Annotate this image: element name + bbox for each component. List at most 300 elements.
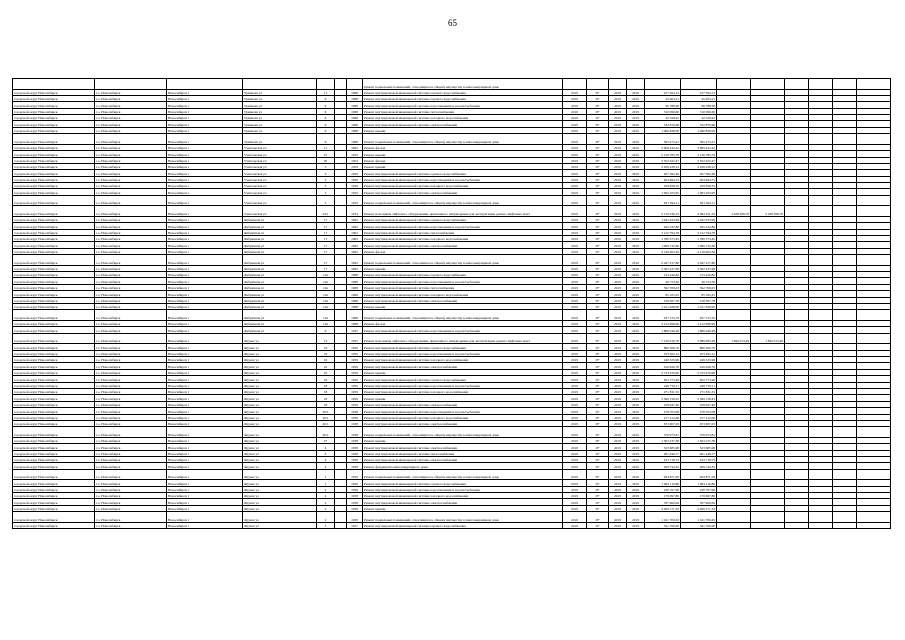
empty-cell [809, 79, 833, 90]
plan-year-cell: 2019 [563, 382, 587, 388]
work-type-cell: Ремонт внутридомовой инженерной системы электроснабжения [363, 456, 563, 462]
stage-cell: II* [587, 183, 609, 189]
city-cell: Новосибирск г [167, 456, 243, 462]
municipality-cell: городской округ Новосибирск [13, 395, 95, 401]
municipality-cell: городской округ Новосибирск [13, 236, 95, 242]
district-cell: г.о. Новосибирск [95, 333, 167, 344]
municipality-cell: городской округ Новосибирск [13, 499, 95, 505]
cost-cell: 613 718,73 [645, 456, 681, 462]
total-cell: 924 871,09 [681, 469, 717, 480]
plan-year-cell: 2019 [563, 255, 587, 266]
total-cell: 4 692 011,34 [681, 206, 717, 217]
stage-cell: II* [587, 512, 609, 523]
table-row [13, 79, 891, 90]
plan-year-cell: 2019 [563, 297, 587, 303]
end-year-cell: 2019 [627, 272, 645, 278]
district-cell: г.о. Новосибирск [95, 134, 167, 145]
work-type-cell: Ремонт крыши [363, 163, 563, 169]
district-cell: г.о. Новосибирск [95, 176, 167, 182]
cost-cell: 277 412,06 [645, 414, 681, 420]
street-cell: Фрунзе ул [243, 369, 317, 375]
municipality-cell: городской округ Новосибирск [13, 512, 95, 523]
fund-cell [717, 522, 751, 528]
district-cell: г.о. Новосибирск [95, 108, 167, 114]
stage-cell: II* [587, 236, 609, 242]
end-year-cell: 2019 [627, 115, 645, 121]
city-cell: Новосибирск г [167, 469, 243, 480]
year-built-cell: 1962 [347, 216, 363, 222]
municipality-cell: городской округ Новосибирск [13, 151, 95, 157]
work-type-cell: Ремонт внутридомовой инженерной системы водоотведения и водопотребления [363, 350, 563, 356]
grant-cell [751, 522, 785, 528]
plan-year-cell [563, 79, 587, 90]
year-built-cell: 1959 [347, 401, 363, 407]
total-cell: 523 685,98 [681, 444, 717, 450]
grant-cell [751, 195, 785, 206]
city-cell: Новосибирск г [167, 499, 243, 505]
house-number-cell: 6 [317, 102, 335, 108]
table-row [13, 206, 891, 217]
end-year-cell: 2019 [627, 176, 645, 182]
start-year-cell: 2019 [609, 450, 627, 456]
fund-cell: 2 428 308,79 [717, 206, 751, 217]
municipality-cell: городской округ Новосибирск [13, 310, 95, 321]
municipality-cell: городской округ Новосибирск [13, 297, 95, 303]
district-cell: г.о. Новосибирск [95, 450, 167, 456]
building-cell [335, 206, 347, 217]
end-year-cell: 2019 [627, 463, 645, 469]
table-row [13, 333, 891, 344]
start-year-cell: 2019 [609, 310, 627, 321]
year-built-cell: 1962 [347, 144, 363, 150]
municipality-cell: городской округ Новосибирск [13, 223, 95, 229]
house-number-cell: 4 [317, 463, 335, 469]
table-row [13, 469, 891, 480]
work-type-cell: Ремонт крыши [363, 265, 563, 271]
house-number-cell: 4 [317, 444, 335, 450]
plan-year-cell: 2019 [563, 395, 587, 401]
end-year-cell: 2019 [627, 480, 645, 486]
total-cell: 4 136 903,36 [681, 248, 717, 254]
street-cell: Фрунзе ул [243, 505, 317, 511]
year-built-cell: 1938 [347, 414, 363, 420]
municipality-cell: городской округ Новосибирск [13, 493, 95, 499]
municipality-cell: городской округ Новосибирск [13, 401, 95, 407]
house-number-cell: 20 [317, 157, 335, 163]
city-cell: Новосибирск г [167, 357, 243, 363]
year-built-cell: 1968 [347, 127, 363, 133]
plan-year-cell: 2019 [563, 304, 587, 310]
house-number-cell: 11 [317, 89, 335, 95]
plan-year-cell: 2019 [563, 102, 587, 108]
municipality-cell: городской округ Новосибирск [13, 437, 95, 443]
city-cell: Новосибирск г [167, 278, 243, 284]
work-type-cell: Ремонт подвальных помещений, относящихся к общему имуществу в многоквартирном доме [363, 310, 563, 321]
district-cell [95, 79, 167, 90]
empty-cell [857, 427, 891, 438]
district-cell: г.о. Новосибирск [95, 344, 167, 350]
street-cell: Фрунзе ул [243, 395, 317, 401]
total-cell: 2 130 785,79 [681, 151, 717, 157]
municipality-cell: городской округ Новосибирск [13, 505, 95, 511]
municipality-cell: городской округ Новосибирск [13, 450, 95, 456]
empty-cell [785, 79, 809, 90]
stage-cell: II* [587, 248, 609, 254]
city-cell: Новосибирск г [167, 121, 243, 127]
total-cell [681, 79, 717, 90]
city-cell: Новосибирск г [167, 420, 243, 426]
street-cell: Урманова ул [243, 89, 317, 95]
year-built-cell: 1955 [347, 333, 363, 344]
city-cell: Новосибирск г [167, 382, 243, 388]
empty-cell [785, 522, 809, 528]
municipality-cell: городской округ Новосибирск [13, 369, 95, 375]
city-cell: Новосибирск г [167, 216, 243, 222]
city-cell: Новосибирск г [167, 157, 243, 163]
cost-cell: 3 352 025,47 [645, 157, 681, 163]
work-type-cell: Ремонт подвальных помещений, относящихся к общему имуществу в многоквартирном доме [363, 512, 563, 523]
street-cell: Учительская ул [243, 170, 317, 176]
city-cell: Новосибирск г [167, 408, 243, 414]
year-built-cell: 1938 [347, 427, 363, 438]
municipality-cell: городской округ Новосибирск [13, 291, 95, 297]
street-cell: Фрунзе ул [243, 450, 317, 456]
city-cell: Новосибирск г [167, 255, 243, 266]
plan-year-cell: 2019 [563, 163, 587, 169]
work-type-cell: Ремонт внутридомовой инженерной системы холодного водоснабжения [363, 183, 563, 189]
city-cell: Новосибирск г [167, 127, 243, 133]
street-cell: Урманова ул [243, 95, 317, 101]
start-year-cell: 2019 [609, 236, 627, 242]
house-number-cell: 16 [317, 357, 335, 363]
stage-cell: II* [587, 157, 609, 163]
municipality-cell: городской округ Новосибирск [13, 272, 95, 278]
district-cell: г.о. Новосибирск [95, 376, 167, 382]
street-cell: Фрунзе ул [243, 456, 317, 462]
municipality-cell: городской округ Новосибирск [13, 427, 95, 438]
total-cell: 4 209 171,32 [681, 505, 717, 511]
cost-cell: 42 528,42 [645, 115, 681, 121]
street-cell: Фрунзе ул [243, 357, 317, 363]
total-cell: 541 700,90 [681, 522, 717, 528]
city-cell: Новосибирск г [167, 463, 243, 469]
total-cell: 1 999 132,66 [681, 242, 717, 248]
plan-year-cell: 2019 [563, 151, 587, 157]
street-cell: Учительская ул [243, 183, 317, 189]
stage-cell: II* [587, 216, 609, 222]
year-built-cell: 1959 [347, 151, 363, 157]
municipality-cell: городской округ Новосибирск [13, 216, 95, 222]
empty-cell [857, 195, 891, 206]
end-year-cell: 2019 [627, 320, 645, 326]
work-type-cell: Ремонт внутридомовой инженерной системы электроснабжения [363, 363, 563, 369]
year-built-cell: 1959 [347, 363, 363, 369]
empty-cell [857, 79, 891, 90]
year-built-cell: 1968 [347, 134, 363, 145]
house-number-cell: 17 [317, 242, 335, 248]
total-cell: 45 903,21 [681, 95, 717, 101]
city-cell: Новосибирск г [167, 229, 243, 235]
municipality-cell: городской округ Новосибирск [13, 134, 95, 145]
cost-cell: 2 130 785,79 [645, 151, 681, 157]
street-cell: Фрунзе ул [243, 388, 317, 394]
building-cell [335, 310, 347, 321]
work-type-cell: Ремонт внутридомовой инженерной системы горячего водоснабжения [363, 522, 563, 528]
district-cell: г.о. Новосибирск [95, 320, 167, 326]
district-cell: г.о. Новосибирск [95, 157, 167, 163]
start-year-cell: 2019 [609, 108, 627, 114]
municipality-cell: городской округ Новосибирск [13, 189, 95, 195]
cost-cell: 1 161 709,63 [645, 512, 681, 523]
stage-cell: II* [587, 480, 609, 486]
district-cell: г.о. Новосибирск [95, 236, 167, 242]
house-number-cell: 17 [317, 265, 335, 271]
start-year-cell: 2019 [609, 437, 627, 443]
street-cell: Фрунзе ул [243, 469, 317, 480]
cost-cell: 917 564,13 [645, 89, 681, 95]
plan-year-cell: 2019 [563, 195, 587, 206]
total-cell: 179 697,80 [681, 493, 717, 499]
end-year-cell: 2019 [627, 248, 645, 254]
year-built-cell: 1968 [347, 115, 363, 121]
stage-cell: II* [587, 102, 609, 108]
year-built-cell: 1959 [347, 395, 363, 401]
district-cell: г.о. Новосибирск [95, 499, 167, 505]
cost-cell: 153 426,82 [645, 272, 681, 278]
district-cell: г.о. Новосибирск [95, 115, 167, 121]
city-cell: Новосибирск г [167, 284, 243, 290]
work-type-cell: Ремонт внутридомовой инженерной системы холодного водоснабжения [363, 493, 563, 499]
total-cell: 3 352 025,47 [681, 157, 717, 163]
start-year-cell: 2019 [609, 363, 627, 369]
end-year-cell: 2019 [627, 357, 645, 363]
work-type-cell: Ремонт или замена лифтового оборудования, признанного непригодным для эксплуатации, ремонт лифтовых шахт [363, 333, 563, 344]
district-cell: г.о. Новосибирск [95, 229, 167, 235]
start-year-cell: 2019 [609, 121, 627, 127]
end-year-cell: 2019 [627, 401, 645, 407]
house-number-cell [317, 79, 335, 90]
end-year-cell: 2019 [627, 333, 645, 344]
stage-cell: II* [587, 284, 609, 290]
stage-cell: II* [587, 327, 609, 333]
street-cell: Фабричная ул [243, 229, 317, 235]
street-cell: Фрунзе ул [243, 401, 317, 407]
stage-cell: II* [587, 170, 609, 176]
fund-cell: 1 842 013,49 [717, 333, 751, 344]
plan-year-cell: 2019 [563, 414, 587, 420]
total-cell: 1 041 933,99 [681, 216, 717, 222]
municipality-cell: городской округ Новосибирск [13, 176, 95, 182]
start-year-cell [609, 79, 627, 90]
house-number-cell: 6 [317, 134, 335, 145]
house-number-cell: 20/1 [317, 420, 335, 426]
total-cell: 1 866 046,48 [681, 327, 717, 333]
house-number-cell: 4 [317, 450, 335, 456]
year-built-cell: 1959 [347, 163, 363, 169]
start-year-cell: 2019 [609, 469, 627, 480]
cost-cell: 4 136 903,36 [645, 248, 681, 254]
cost-cell: 523 685,98 [645, 444, 681, 450]
district-cell: г.о. Новосибирск [95, 297, 167, 303]
district-cell: г.о. Новосибирск [95, 388, 167, 394]
municipality-cell: городской округ Новосибирск [13, 195, 95, 206]
district-cell: г.о. Новосибирск [95, 216, 167, 222]
district-cell: г.о. Новосибирск [95, 95, 167, 101]
year-built-cell: 1962 [347, 255, 363, 266]
stage-cell: II* [587, 499, 609, 505]
street-cell: Учительская ул [243, 189, 317, 195]
plan-year-cell: 2019 [563, 121, 587, 127]
city-cell: Новосибирск г [167, 102, 243, 108]
city-cell: Новосибирск г [167, 388, 243, 394]
work-type-cell: Ремонт подвальных помещений, относящихся к общему имуществу в многоквартирном доме [363, 195, 563, 206]
end-year-cell: 2019 [627, 144, 645, 150]
work-type-cell: Ремонт внутридомовой инженерной системы электроснабжения [363, 444, 563, 450]
stage-cell: II* [587, 505, 609, 511]
cost-cell: 271 831,55 [645, 388, 681, 394]
total-cell: 3 569 158,43 [681, 395, 717, 401]
stage-cell: II* [587, 95, 609, 101]
start-year-cell: 2019 [609, 242, 627, 248]
end-year-cell: 2019 [627, 183, 645, 189]
grant-cell [751, 79, 785, 90]
grant-cell: 1 842 013,49 [751, 333, 785, 344]
district-cell: г.о. Новосибирск [95, 456, 167, 462]
fund-cell [717, 79, 751, 90]
cost-cell: 924 871,09 [645, 469, 681, 480]
end-year-cell: 2019 [627, 223, 645, 229]
district-cell: г.о. Новосибирск [95, 248, 167, 254]
stage-cell: II* [587, 357, 609, 363]
street-cell: Фабричная ул [243, 291, 317, 297]
work-type-cell: Ремонт внутридомовой инженерной системы водоотведения и водопотребления [363, 102, 563, 108]
total-cell: 404 694,75 [681, 176, 717, 182]
district-cell: г.о. Новосибирск [95, 151, 167, 157]
municipality-cell: городской округ Новосибирск [13, 444, 95, 450]
house-number-cell: 17 [317, 229, 335, 235]
end-year-cell: 2019 [627, 512, 645, 523]
empty-cell [809, 427, 833, 438]
plan-year-cell: 2019 [563, 216, 587, 222]
street-cell: Фрунзе ул [243, 350, 317, 356]
empty-cell [833, 427, 857, 438]
municipality-cell: городской округ Новосибирск [13, 265, 95, 271]
city-cell: Новосибирск г [167, 505, 243, 511]
district-cell: г.о. Новосибирск [95, 486, 167, 492]
end-year-cell: 2019 [627, 189, 645, 195]
street-cell: Урманова ул [243, 115, 317, 121]
district-cell: г.о. Новосибирск [95, 102, 167, 108]
district-cell: г.о. Новосибирск [95, 278, 167, 284]
start-year-cell: 2019 [609, 350, 627, 356]
end-year-cell: 2019 [627, 236, 645, 242]
house-number-cell: 19а [317, 284, 335, 290]
street-cell: Фрунзе ул [243, 408, 317, 414]
municipality-cell: городской округ Новосибирск [13, 408, 95, 414]
cost-cell: 332 879,68 [645, 121, 681, 127]
municipality-cell: городской округ Новосибирск [13, 89, 95, 95]
fund-cell [717, 512, 751, 523]
city-cell: Новосибирск г [167, 376, 243, 382]
plan-year-cell: 2019 [563, 236, 587, 242]
plan-year-cell: 2019 [563, 242, 587, 248]
total-cell: 917 564,13 [681, 89, 717, 95]
municipality-cell: городской округ Новосибирск [13, 95, 95, 101]
cost-cell: 937 313,79 [645, 310, 681, 321]
cost-cell: 401 446,77 [645, 450, 681, 456]
house-number-cell: 6 [317, 127, 335, 133]
stage-cell: II* [587, 310, 609, 321]
year-built-cell: 1962 [347, 242, 363, 248]
end-year-cell: 2019 [627, 297, 645, 303]
start-year-cell: 2019 [609, 102, 627, 108]
house-number-cell: 16 [317, 344, 335, 350]
stage-cell: II* [587, 414, 609, 420]
district-cell: г.о. Новосибирск [95, 493, 167, 499]
cost-cell: 616 626,76 [645, 363, 681, 369]
end-year-cell: 2019 [627, 127, 645, 133]
municipality-cell: городской округ Новосибирск [13, 350, 95, 356]
cost-cell: 767 900,09 [645, 499, 681, 505]
total-cell: 3 989 083,28 [681, 333, 717, 344]
plan-year-cell: 2019 [563, 505, 587, 511]
empty-cell [833, 469, 857, 480]
start-year-cell: 2019 [609, 357, 627, 363]
stage-cell: II* [587, 151, 609, 157]
plan-year-cell: 2019 [563, 320, 587, 326]
end-year-cell: 2019 [627, 376, 645, 382]
grant-cell [751, 134, 785, 145]
city-cell: Новосибирск г [167, 115, 243, 121]
house-number-cell: 17 [317, 255, 335, 266]
municipality-cell: городской округ Новосибирск [13, 522, 95, 528]
cost-cell: 652 773,26 [645, 376, 681, 382]
city-cell: Новосибирск г [167, 236, 243, 242]
district-cell: г.о. Новосибирск [95, 223, 167, 229]
cost-cell: 3 609 432,42 [645, 144, 681, 150]
cost-cell: 1 041 933,99 [645, 216, 681, 222]
empty-cell [809, 469, 833, 480]
total-cell: 395 473,41 [681, 134, 717, 145]
stage-cell: II* [587, 115, 609, 121]
year-built-cell: 1958 [347, 486, 363, 492]
district-cell: г.о. Новосибирск [95, 163, 167, 169]
work-type-cell: Ремонт фасада [363, 144, 563, 150]
empty-cell [857, 333, 891, 344]
total-cell: 258 947,40 [681, 401, 717, 407]
street-cell [243, 79, 317, 90]
district-cell: г.о. Новосибирск [95, 170, 167, 176]
stage-cell: II* [587, 144, 609, 150]
start-year-cell: 2019 [609, 163, 627, 169]
work-type-cell: Ремонт крыши [363, 369, 563, 375]
municipality-cell: городской округ Новосибирск [13, 388, 95, 394]
house-number-cell: 19а [317, 304, 335, 310]
stage-cell: II* [587, 195, 609, 206]
cost-cell: 2 456 228,12 [645, 163, 681, 169]
total-cell: 42 528,42 [681, 115, 717, 121]
street-cell: Учительская ул [243, 206, 317, 217]
house-number-cell: 17 [317, 216, 335, 222]
total-cell: 1 063 103,95 [681, 189, 717, 195]
city-cell: Новосибирск г [167, 89, 243, 95]
cost-cell: 1 999 132,66 [645, 242, 681, 248]
cost-cell: 376 973,81 [645, 427, 681, 438]
work-type-cell: Ремонт крыши [363, 127, 563, 133]
district-cell: г.о. Новосибирск [95, 469, 167, 480]
year-built-cell: 1968 [347, 89, 363, 95]
district-cell: г.о. Новосибирск [95, 444, 167, 450]
